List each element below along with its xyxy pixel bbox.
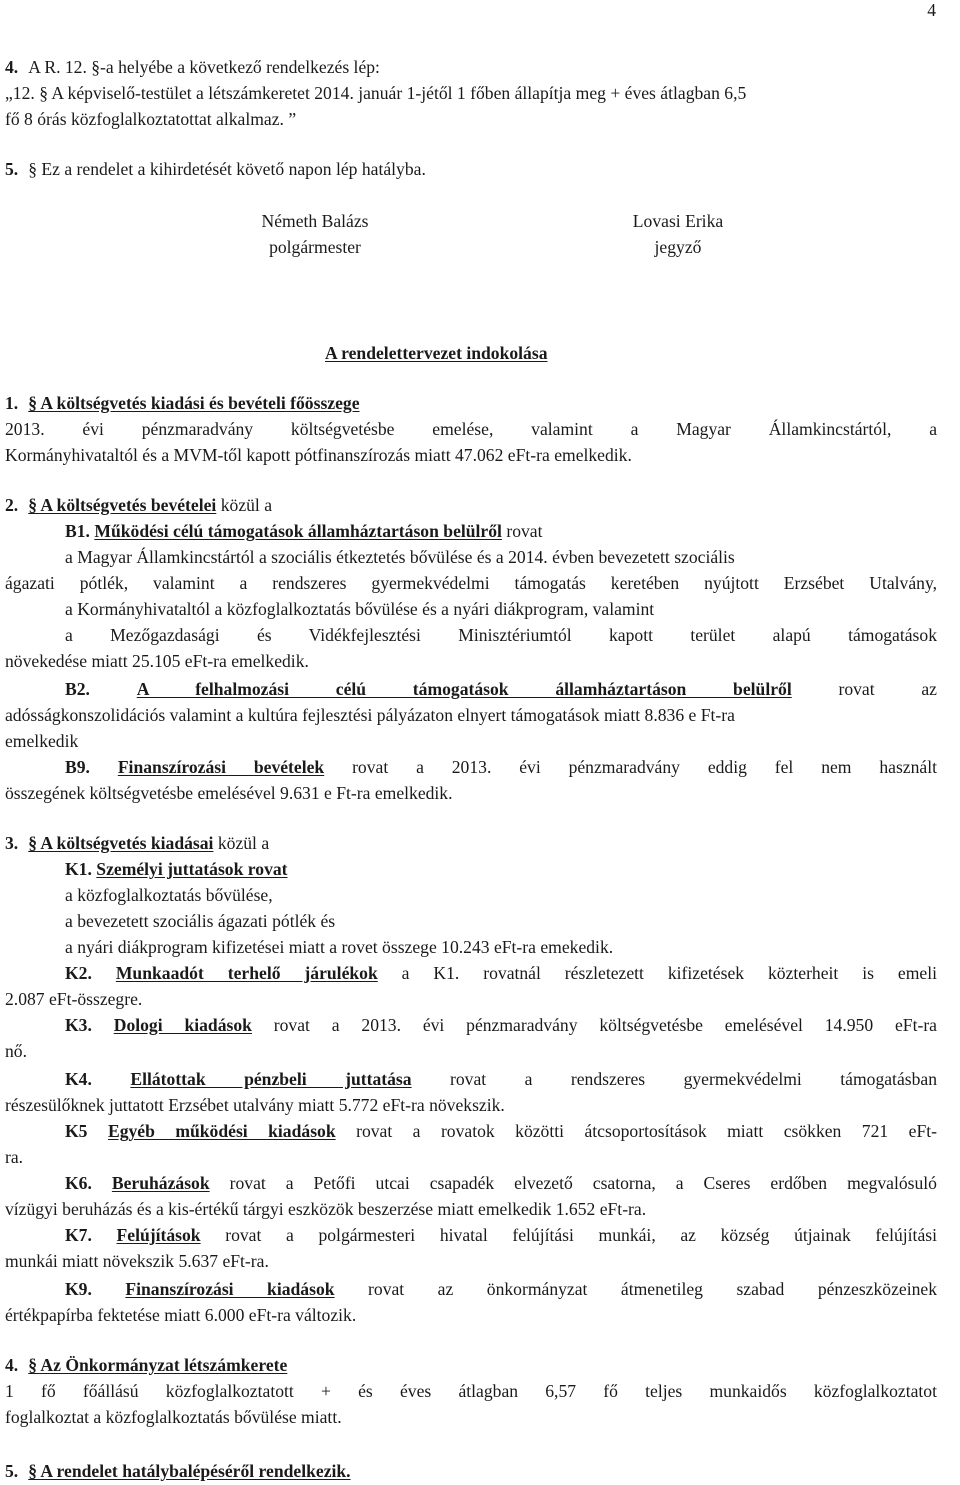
signature-left bbox=[195, 208, 435, 260]
section-1-title: 1. § A költségvetés kiadási és bevételi főösszege bbox=[5, 393, 360, 413]
section-4-title: 4. A R. 12. §-a helyébe a következő rendelkezés lép: bbox=[5, 57, 380, 77]
section-3-title: 3. § A költségvetés kiadásai közül a bbox=[5, 833, 270, 853]
k7-title: K7. Felújítások rovat a polgármesteri hivatal felújítási munkái, az község útjainak felújítási bbox=[65, 1225, 937, 1245]
signer-title-left: polgármester bbox=[269, 237, 361, 257]
k1-line-3: a nyári diákprogram kifizetései miatt a rovet összege 10.243 eFt-ra emekedik. bbox=[65, 937, 614, 957]
k3-title: K3. Dologi kiadások rovat a 2013. évi pénzmaradvány költségvetésbe emelésével 14.950 eFt-ra bbox=[65, 1015, 937, 1035]
section-4b-line-1: 1 fő főállású közfoglalkoztatott + és éves átlagban 6,57 fő teljes munkaidős közfoglalkoztatot bbox=[5, 1381, 937, 1401]
k5-title: K5 Egyéb működési kiadások rovat a rovatok közötti átcsoportosítások miatt csökken 721 eFt- bbox=[65, 1121, 937, 1141]
b9-title: B9. Finanszírozási bevételek rovat a 2013. évi pénzmaradvány eddig fel nem használt bbox=[65, 757, 937, 777]
section-4b-line-2: foglalkoztat a közfoglalkoztatás bővülése miatt. bbox=[5, 1407, 342, 1427]
b1-line-2: ágazati pótlék, valamint a rendszeres gyermekvédelmi támogatás keretében nyújtott Erzsébet Utalvány, bbox=[5, 573, 937, 593]
section-2-title: 2. § A költségvetés bevételei közül a bbox=[5, 495, 273, 515]
k5-line-1: ra. bbox=[5, 1147, 24, 1167]
signature-right bbox=[558, 208, 798, 260]
k6-title: K6. Beruházások rovat a Petőfi utcai csapadék elvezető csatorna, a Cseres erdőben megvalósuló bbox=[65, 1173, 937, 1193]
b2-line-2: emelkedik bbox=[5, 731, 79, 751]
section-4b-title: 4. § Az Önkormányzat létszámkerete bbox=[5, 1355, 288, 1375]
b9-line-1: összegének költségvetésbe emelésével 9.631 e Ft-ra emelkedik. bbox=[5, 783, 453, 803]
b1-line-4: a Mezőgazdasági és Vidékfejlesztési Minisztériumtól kapott terület alapú támogatások bbox=[65, 625, 937, 645]
section-1-line-1: 2013. évi pénzmaradvány költségvetésbe emelése, valamint a Magyar Államkincstártól, a bbox=[5, 419, 937, 439]
k6-line-1: vízügyi beruházás és a kis-értékű tárgyi eszközök beszerzése miatt emelkedik 1.652 eFt-ra. bbox=[5, 1199, 647, 1219]
b1-line-5: növekedése miatt 25.105 eFt-ra emelkedik. bbox=[5, 651, 309, 671]
b2-title: B2. A felhalmozási célú támogatások államháztartáson belülről rovat az bbox=[65, 679, 937, 699]
signer-name-left: Németh Balázs bbox=[261, 211, 369, 231]
k9-title: K9. Finanszírozási kiadások rovat az önkormányzat átmenetileg szabad pénzeszközeinek bbox=[65, 1279, 937, 1299]
k1-title: K1. Személyi juttatások rovat bbox=[65, 859, 288, 879]
b1-line-1: a Magyar Államkincstártól a szociális étkeztetés bővülése és a 2014. évben bevezetett szociális bbox=[65, 547, 735, 567]
section-4-line-1: „12. § A képviselő-testület a létszámkeretet 2014. január 1-jétől 1 főben állapítja meg + éves átlagban 6,5 bbox=[5, 83, 747, 103]
k4-line-1: részesülőknek juttatott Erzsébet utalvány miatt 5.772 eFt-ra növekszik. bbox=[5, 1095, 505, 1115]
k2-line-1: 2.087 eFt-összegre. bbox=[5, 989, 143, 1009]
section-5-text: 5. § Ez a rendelet a kihirdetését követő napon lép hatályba. bbox=[5, 159, 426, 179]
signer-title-right: jegyző bbox=[654, 237, 702, 257]
k4-title: K4. Ellátottak pénzbeli juttatása rovat a rendszeres gyermekvédelmi támogatásban bbox=[65, 1069, 938, 1089]
k9-line-1: értékpapírba fektetése miatt 6.000 eFt-ra változik. bbox=[5, 1305, 357, 1325]
k1-line-1: a közfoglalkoztatás bővülése, bbox=[65, 885, 273, 905]
k7-line-1: munkái miatt növekszik 5.637 eFt-ra. bbox=[5, 1251, 269, 1271]
page-number: 4 bbox=[927, 0, 936, 20]
k3-line-1: nő. bbox=[5, 1041, 27, 1061]
k2-title: K2. Munkaadót terhelő járulékok a K1. rovatnál részletezett kifizetések közterheit is emeli bbox=[65, 963, 937, 983]
section-4-line-2: fő 8 órás közfoglalkoztatottat alkalmaz. ” bbox=[5, 109, 297, 129]
section-5b-title: 5. § A rendelet hatálybalépéséről rendelkezik. bbox=[5, 1461, 351, 1481]
b1-line-3: a Kormányhivataltól a közfoglalkoztatás bővülése és a nyári diákprogram, valamint bbox=[65, 599, 655, 619]
signer-name-right: Lovasi Erika bbox=[632, 211, 724, 231]
b1-title: B1. Működési célú támogatások államháztartáson belülről rovat bbox=[65, 521, 543, 541]
section-1-line-2: Kormányhivataltól és a MVM-től kapott pótfinanszírozás miatt 47.062 eFt-ra emelkedik. bbox=[5, 445, 632, 465]
k1-line-2: a bevezetett szociális ágazati pótlék és bbox=[65, 911, 336, 931]
b2-line-1: adósságkonszolidációs valamint a kultúra fejlesztési pályázaton elnyert támogatások miatt 8.836 e Ft-ra bbox=[5, 705, 735, 725]
justification-heading: A rendelettervezet indokolása bbox=[325, 343, 548, 363]
